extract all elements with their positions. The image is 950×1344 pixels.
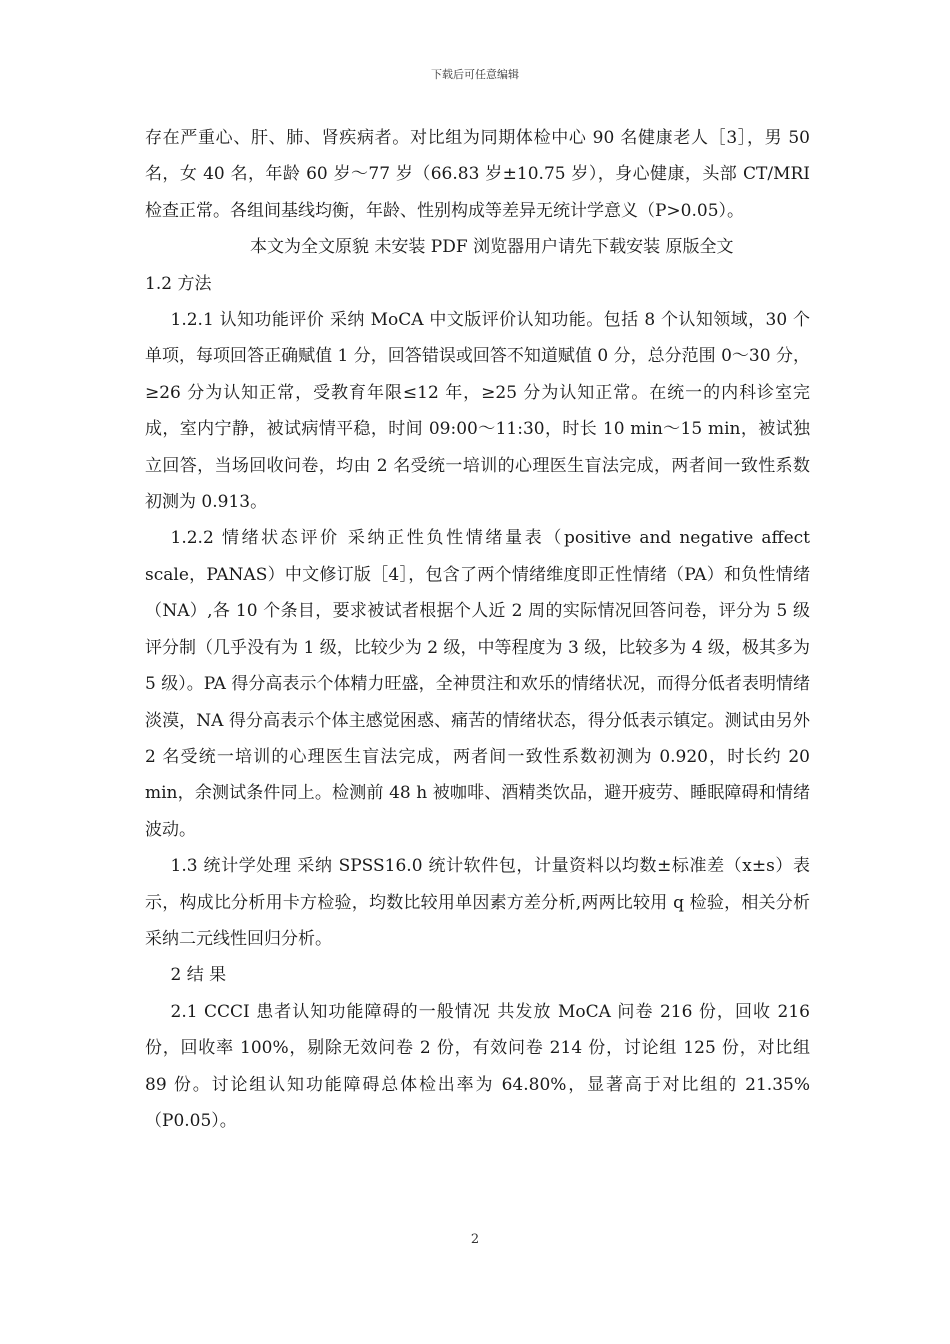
section-heading-results: 2 结 果 [170,965,227,986]
paragraph-results-general: 2.1 CCCI 患者认知功能障碍的一般情况 共发放 MoCA 问卷 216 份，回收 216 份，回收率 100%，剔除无效问卷 2 份，有效问卷 214 份，讨论组 125 份，对比组 89 份。讨论组认知功能障碍总体检出率为 64.80%，显著高于对比组的 21.35%（P0.05）。 [145,1001,810,1131]
paragraph-emotion-evaluation: 1.2.2 情绪状态评价 采纳正性负性情绪量表（positive and negative affect scale，PANAS）中文修订版［4］，包含了两个情绪维度即正性情绪（PA）和负性情绪（NA）,各 10 个条目，要求被试者根据个人近 2 周的实际情况回答问卷，评分为 5 级评分制（几乎没有为 1 级，比较少为 2 级，中等程度为 3 级，比较多为 4 级，极其多为 5 级）。PA 得分高表示个体精力旺盛，全神贯注和欢乐的情绪状况，而得分低者表明情绪淡漠，NA 得分高表示个体主感觉困惑、痛苦的情绪状态，得分低表示镇定。测试由另外 2 名受统一培训的心理医生盲法完成，两者间一致性系数初测为 0.920，时长约 20 min，余测试条件同上。检测前 48 h 被咖啡、酒精类饮品，避开疲劳、睡眠障碍和情绪波动。 [145,528,810,840]
paragraph-subjects: 存在严重心、肝、肺、肾疾病者。对比组为同期体检中心 90 名健康老人［3］，男 50 名，女 40 名，年龄 60 岁～77 岁（66.83 岁±10.75 岁），身心健康，头部 CT/MRI 检查正常。各组间基线均衡，年龄、性别构成等差异无统计学意义（P>0.05）。 [145,128,810,221]
page-number: 2 [470,1232,480,1247]
document-body [145,120,810,1139]
section-heading-methods: 1.2 方法 [145,273,212,294]
page-header: 下载后可任意编辑 [431,68,519,81]
full-text-note: 本文为全文原貌 未安装 PDF 浏览器用户请先下载安装 原版全文 [250,237,734,258]
paragraph-cognitive-evaluation: 1.2.1 认知功能评价 采纳 MoCA 中文版评价认知功能。包括 8 个认知领域，30 个单项，每项回答正确赋值 1 分，回答错误或回答不知道赋值 0 分，总分范围 0～30 分，≥26 分为认知正常，受教育年限≤12 年，≥25 分为认知正常。在统一的内科诊室完成，室内宁静，被试病情平稳，时间 09:00～11:30，时长 10 min～15 min，被试独立回答，当场回收问卷，均由 2 名受统一培训的心理医生盲法完成，两者间一致性系数初测为 0.913。 [145,310,810,513]
paragraph-statistics: 1.3 统计学处理 采纳 SPSS16.0 统计软件包，计量资料以均数±标准差（x±s）表示，构成比分析用卡方检验，均数比较用单因素方差分析,两两比较用 q 检验，相关分析采纳二元线性回归分析。 [145,856,810,949]
